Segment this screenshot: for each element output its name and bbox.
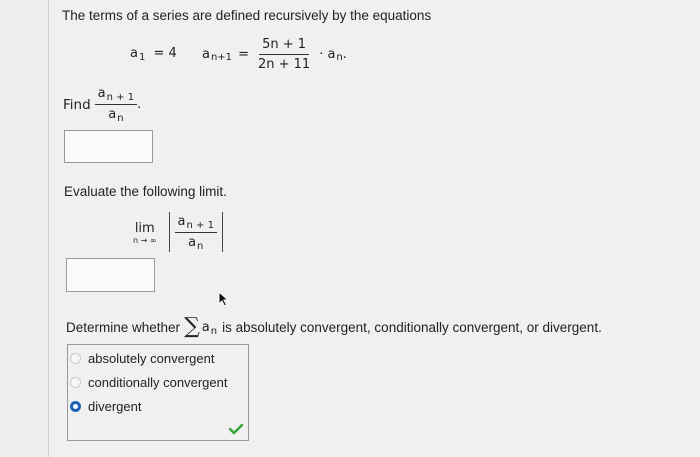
rec-equals: = — [238, 47, 249, 62]
limit-den-subscript: n — [197, 241, 204, 252]
option-label: divergent — [88, 399, 142, 414]
limit-num-subscript: n + 1 — [186, 220, 214, 231]
mouse-cursor-icon — [218, 291, 230, 307]
a1-value: = 4 — [153, 46, 177, 61]
determine-before: Determine whether — [66, 319, 181, 335]
radio-divergent[interactable] — [70, 401, 81, 412]
recursive-equation — [202, 37, 347, 72]
rec-tail: · a — [319, 47, 336, 62]
rec-fraction-denominator: 2n + 11 — [257, 57, 311, 72]
rec-fraction — [255, 37, 313, 72]
ratio-answer-input[interactable] — [64, 130, 153, 163]
option-absolutely-convergent[interactable] — [70, 351, 214, 366]
rec-lhs-subscript: n+1 — [210, 52, 233, 63]
limit-answer-input[interactable] — [66, 258, 155, 292]
radio-absolutely-convergent[interactable] — [70, 353, 81, 364]
lim-text: lim — [134, 220, 155, 236]
abs-ratio — [169, 214, 223, 251]
limit-expression — [133, 214, 223, 251]
find-num-subscript: n + 1 — [106, 92, 135, 103]
option-conditionally-convergent[interactable] — [70, 375, 227, 390]
summation-icon: ∑ — [184, 314, 200, 339]
find-end: . — [137, 97, 142, 112]
limit-operator — [133, 221, 157, 245]
sum-var: a — [201, 319, 210, 335]
option-divergent[interactable] — [70, 399, 141, 414]
radio-conditionally-convergent[interactable] — [70, 377, 81, 388]
find-ratio — [95, 86, 137, 123]
sum-subscript: n — [210, 325, 218, 337]
convergence-prompt — [66, 314, 602, 339]
find-den-subscript: n — [117, 113, 124, 124]
limit-den: a — [188, 235, 197, 250]
rec-fraction-numerator: 5n + 1 — [259, 37, 309, 55]
lim-subscript: n → ∞ — [133, 235, 157, 245]
rec-tail-end: . — [342, 47, 347, 62]
option-label: conditionally convergent — [88, 375, 228, 390]
limit-prompt: Evaluate the following limit. — [64, 184, 227, 199]
find-label: Find — [63, 96, 91, 113]
checkmark-icon — [228, 423, 244, 435]
option-label: absolutely convergent — [88, 351, 215, 366]
limit-num: a — [177, 214, 186, 229]
determine-after: is absolutely convergent, conditionally convergent, or divergent. — [222, 319, 602, 335]
a1-subscript: 1 — [138, 52, 146, 63]
find-den: a — [108, 107, 117, 122]
abs-bar-right — [222, 212, 223, 252]
rec-tail-subscript: n — [336, 52, 343, 63]
initial-term-equation — [130, 46, 177, 61]
abs-bar-left — [169, 212, 170, 252]
find-num: a — [97, 86, 106, 101]
a1-symbol: a — [130, 46, 138, 61]
intro-text: The terms of a series are defined recursively by the equations — [62, 8, 432, 23]
find-prompt — [63, 86, 141, 123]
rec-lhs: a — [202, 47, 210, 62]
